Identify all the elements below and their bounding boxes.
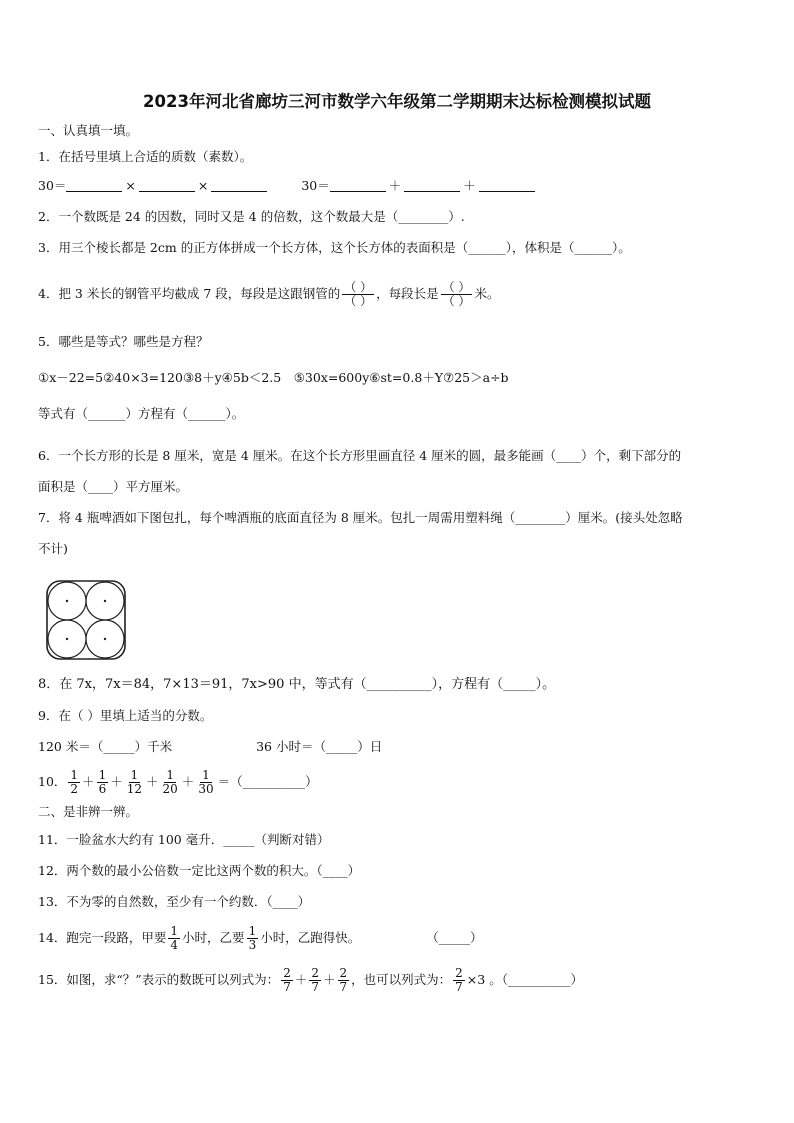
question-9: 9．在（ ）里填上适当的分数。 bbox=[38, 708, 213, 723]
question-1: 1．在括号里填上合适的质数（素数）。 bbox=[38, 149, 253, 164]
question-5-items: ①x－22=5②40×3=120③8＋y④5b＜2.5 ⑤30x=600y⑥st=0.8＋Y⑦25＞a÷b bbox=[38, 370, 509, 385]
q14-answer: （_____） bbox=[426, 930, 483, 945]
question-1-equations bbox=[38, 177, 535, 195]
fraction-2-7: $\frac{2}{7}$ bbox=[339, 966, 348, 994]
answer-blank[interactable] bbox=[211, 177, 267, 192]
eq-a-label: 30＝ bbox=[38, 178, 67, 193]
fraction-2-7: $\frac{2}{7}$ bbox=[283, 966, 291, 994]
q9-b: 36 小时＝（_____）日 bbox=[256, 739, 383, 754]
plus-sign: ＋ bbox=[388, 178, 402, 193]
bottles-bundle-figure bbox=[44, 578, 128, 662]
question-3: 3．用三个棱长都是 2cm 的正方体拼成一个长方体，这个长方体的表面积是（______），体积是（______）。 bbox=[38, 240, 631, 255]
answer-blank[interactable] bbox=[404, 177, 460, 192]
q9-a: 120 米＝（_____）千米 bbox=[38, 739, 173, 754]
fraction-1-30: $\frac{1}{30}$ bbox=[198, 768, 214, 796]
question-5-answer: 等式有（______）方程有（______）。 bbox=[38, 406, 245, 421]
q10-label: 10． bbox=[38, 774, 67, 789]
fraction-2-7: $\frac{2}{7}$ bbox=[311, 966, 319, 994]
fraction-1-6: $\frac{1}{6}$ bbox=[98, 768, 107, 796]
answer-blank[interactable] bbox=[139, 177, 195, 192]
question-10: 10． $\frac{1}{2}$ ＋ $\frac{1}{6}$ ＋ $\frac{1}{12}$ ＋ $\frac{1}{20}$ ＋ $\frac{1}{30}$ ＝（__________） bbox=[38, 768, 318, 796]
question-13: 13．不为零的自然数，至少有一个约数．（____） bbox=[38, 894, 311, 909]
page-title: 2023年河北省廊坊三河市数学六年级第二学期期末达标检测模拟试题 bbox=[143, 92, 651, 111]
answer-blank[interactable] bbox=[66, 177, 122, 192]
times-sign: × bbox=[125, 178, 136, 193]
eq-b-label: 30＝ bbox=[301, 178, 330, 193]
answer-blank[interactable] bbox=[330, 177, 386, 192]
blank-fraction[interactable]: $\frac{( )}{( )}$ bbox=[442, 280, 471, 308]
question-14: 14．跑完一段路，甲要 $\frac{1}{4}$ 小时，乙要 $\frac{1}{3}$ 小时，乙跑得快。 （_____） bbox=[38, 924, 483, 952]
question-7-line1: 7．将 4 瓶啤酒如下图包扎，每个啤酒瓶的底面直径为 8 厘米。包扎一周需用塑料绳（________）厘米。(接头处忽略 bbox=[38, 510, 683, 525]
fraction-1-12: $\frac{1}{12}$ bbox=[126, 768, 142, 796]
question-2: 2．一个数既是 24 的因数，同时又是 4 的倍数，这个数最大是（________）. bbox=[38, 209, 465, 224]
fraction-1-20: $\frac{1}{20}$ bbox=[162, 768, 178, 796]
question-4 bbox=[38, 274, 499, 314]
section-2-heading: 二、是非辨一辨。 bbox=[38, 804, 139, 819]
times-sign: × bbox=[197, 178, 209, 193]
fraction-2-7: $\frac{2}{7}$ bbox=[455, 966, 463, 994]
question-6-line1: 6．一个长方形的长是 8 厘米，宽是 4 厘米。在这个长方形里画直径 4 厘米的圆，最多能画（____）个，剩下部分的 bbox=[38, 448, 682, 463]
question-6-line2: 面积是（____）平方厘米。 bbox=[38, 479, 189, 494]
q4-text-c: 米。 bbox=[474, 286, 500, 301]
question-7-line2: 不计) bbox=[38, 541, 68, 556]
question-15: 15．如图，求“？”表示的数既可以列式为： $\frac{2}{7}$ ＋ $\frac{2}{7}$ ＋ $\frac{2}{7}$ ，也可以列式为： $\frac{2}{7}$ ×3 。（__________） bbox=[38, 966, 583, 994]
question-9-answers bbox=[38, 738, 382, 756]
answer-blank[interactable] bbox=[479, 177, 535, 192]
fraction-1-2: $\frac{1}{2}$ bbox=[70, 768, 79, 796]
q4-text-b: ，每段长是 bbox=[376, 286, 439, 301]
question-8: 8．在 7x，7x＝84，7×13＝91，7x>90 中，等式有（__________），方程有（_____）。 bbox=[38, 677, 556, 692]
plus-sign: ＋ bbox=[463, 178, 476, 193]
question-12: 12．两个数的最小公倍数一定比这两个数的积大。（____） bbox=[38, 863, 361, 878]
section-1-heading: 一、认真填一填。 bbox=[38, 123, 139, 138]
fraction-1-3: $\frac{1}{3}$ bbox=[248, 924, 257, 952]
question-5: 5．哪些是等式？哪些是方程？ bbox=[38, 334, 209, 349]
fraction-1-4: $\frac{1}{4}$ bbox=[170, 924, 179, 952]
q10-tail: ＝（__________） bbox=[217, 774, 318, 789]
question-11: 11．一脸盆水大约有 100 毫升．_____（判断对错） bbox=[38, 832, 330, 847]
blank-fraction[interactable]: $\frac{( )}{( )}$ bbox=[344, 280, 373, 308]
q4-text-a: 4．把 3 米长的钢管平均截成 7 段，每段是这跟钢管的 bbox=[38, 286, 341, 301]
